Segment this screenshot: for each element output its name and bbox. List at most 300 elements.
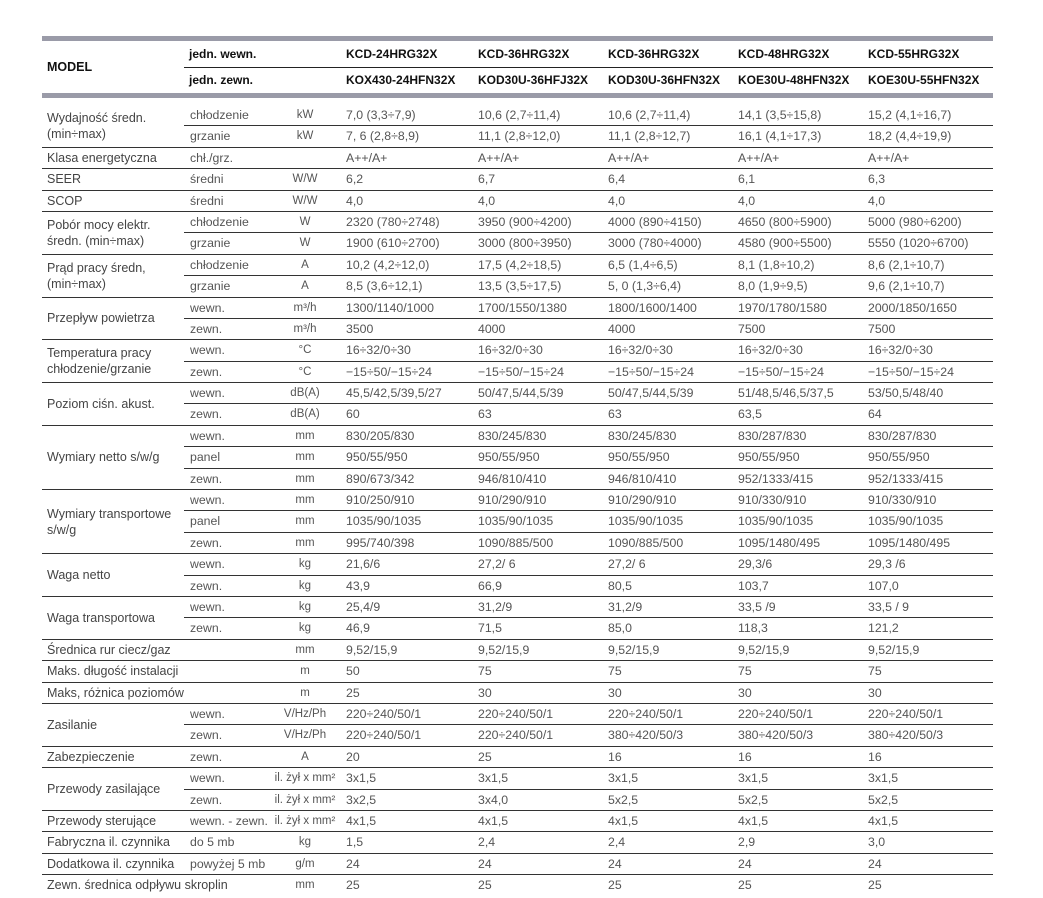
value-cell: 25 xyxy=(346,685,360,700)
value-cell: 4x1,5 xyxy=(346,813,377,828)
indoor-model: KCD-24HRG32X xyxy=(346,47,438,61)
value-cell: 952/1333/415 xyxy=(868,471,944,486)
indoor-models-row xyxy=(184,41,993,68)
table-row xyxy=(42,640,993,660)
value-cell: 27,2/ 6 xyxy=(608,557,646,572)
value-cell: −15÷50/−15÷24 xyxy=(868,364,954,379)
spec-group xyxy=(42,832,993,853)
value-cell: 220÷240/50/1 xyxy=(868,706,944,721)
unit-label: °C xyxy=(298,365,312,378)
value-cell: −15÷50/−15÷24 xyxy=(608,364,694,379)
value-cell: 63 xyxy=(478,407,492,422)
spec-label: Wydajność średn. (min÷max) xyxy=(47,110,147,141)
sub-label: panel xyxy=(190,450,221,465)
spec-group xyxy=(42,426,993,490)
value-cell: 5x2,5 xyxy=(868,792,899,807)
sub-label: zewn. xyxy=(190,321,223,336)
spec-label: Przepływ powietrza xyxy=(47,311,155,326)
value-cell: 3x4,0 xyxy=(478,792,509,807)
value-cell: A++/A+ xyxy=(478,150,520,165)
value-cell: A++/A+ xyxy=(738,150,780,165)
value-cell: 9,6 (2,1÷10,7) xyxy=(868,279,945,294)
value-cell: 950/55/950 xyxy=(868,450,930,465)
value-cell: 75 xyxy=(738,664,752,679)
value-cell: 3x1,5 xyxy=(608,771,639,786)
spec-label: Wymiary transportowe s/w/g xyxy=(47,506,172,537)
spec-group xyxy=(42,212,993,255)
value-cell: 29,3 /6 xyxy=(868,557,906,572)
unit-label: kW xyxy=(296,130,314,143)
value-cell: 4x1,5 xyxy=(738,813,769,828)
value-cell: 7500 xyxy=(868,321,896,336)
value-cell: 830/245/830 xyxy=(608,428,677,443)
value-cell: 20 xyxy=(346,749,360,764)
unit-label: W/W xyxy=(292,173,318,186)
value-cell: 11,1 (2,8÷12,0) xyxy=(478,129,561,144)
value-cell: 30 xyxy=(738,685,752,700)
table-row xyxy=(42,298,993,318)
value-cell: 1090/885/500 xyxy=(478,535,554,550)
value-cell: 6,7 xyxy=(478,172,496,187)
value-cell: 27,2/ 6 xyxy=(478,557,516,572)
value-cell: 3x1,5 xyxy=(868,771,899,786)
spec-label: SEER xyxy=(47,172,82,187)
value-cell: 946/810/410 xyxy=(608,471,677,486)
table-row xyxy=(184,361,993,382)
value-cell: 1700/1550/1380 xyxy=(478,300,567,315)
value-cell: 25 xyxy=(478,749,492,764)
unit-label: kg xyxy=(298,836,312,849)
value-cell: 4,0 xyxy=(738,193,756,208)
value-cell: 46,9 xyxy=(346,621,370,636)
value-cell: 2,9 xyxy=(738,835,756,850)
header-bottom-bar xyxy=(42,93,993,98)
sub-label: średni xyxy=(190,193,224,208)
value-cell: 31,2/9 xyxy=(608,599,643,614)
spec-group xyxy=(42,298,993,341)
spec-group xyxy=(42,490,993,554)
value-cell: 16 xyxy=(868,749,882,764)
value-cell: −15÷50/−15÷24 xyxy=(738,364,824,379)
spec-label: Klasa energetyczna xyxy=(47,150,157,165)
value-cell: 18,2 (4,4÷19,9) xyxy=(868,129,952,144)
outdoor-model: KOE30U-55HFN32X xyxy=(868,73,980,87)
value-cell: 4,0 xyxy=(478,193,496,208)
spec-label: Prąd pracy średn, (min÷max) xyxy=(47,260,146,291)
value-cell: 830/245/830 xyxy=(478,428,547,443)
sub-label: wewn. xyxy=(190,428,225,443)
value-cell: 24 xyxy=(608,856,622,871)
value-cell: 50/47,5/44,5/39 xyxy=(608,386,694,401)
unit-label: il. żył x mm² xyxy=(274,772,336,785)
spec-label: Maks. długość instalacji xyxy=(47,664,179,679)
spec-group xyxy=(42,597,993,640)
unit-label: mm xyxy=(295,536,315,549)
spec-label: Zabezpieczenie xyxy=(47,749,135,764)
value-cell: 13,5 (3,5÷17,5) xyxy=(478,279,562,294)
spec-group xyxy=(42,704,993,747)
sub-label: wewn. xyxy=(190,557,225,572)
sub-label: zewn. xyxy=(190,749,223,764)
unit-label: kW xyxy=(296,109,314,121)
table-header xyxy=(42,41,993,93)
spec-group xyxy=(42,148,993,169)
value-cell: 30 xyxy=(608,685,622,700)
value-cell: 16 xyxy=(738,749,752,764)
value-cell: 53/50,5/48/40 xyxy=(868,386,944,401)
value-cell: 380÷420/50/3 xyxy=(738,728,814,743)
value-cell: 890/673/342 xyxy=(346,471,415,486)
value-cell: 910/330/910 xyxy=(868,493,937,508)
value-cell: 25 xyxy=(608,878,622,893)
outdoor-model: KOX430-24HFN32X xyxy=(346,73,456,87)
indoor-model: KCD-36HRG32X xyxy=(478,47,570,61)
value-cell: 4,0 xyxy=(608,193,626,208)
value-cell: 29,3/6 xyxy=(738,557,773,572)
value-cell: 1,5 xyxy=(346,835,364,850)
value-cell: 85,0 xyxy=(608,621,632,636)
value-cell: 103,7 xyxy=(738,578,769,593)
value-cell: 16÷32/0÷30 xyxy=(868,343,933,358)
value-cell: 4,0 xyxy=(868,193,886,208)
value-cell: 14,1 (3,5÷15,8) xyxy=(738,108,822,122)
value-cell: 910/290/910 xyxy=(478,493,547,508)
value-cell: 6,4 xyxy=(608,172,626,187)
table-row xyxy=(42,554,993,574)
value-cell: 9,52/15,9 xyxy=(738,642,790,657)
value-cell: 4x1,5 xyxy=(608,813,639,828)
outdoor-model: KOD30U-36HFN32X xyxy=(608,73,721,87)
value-cell: 30 xyxy=(478,685,492,700)
spec-label: Temperatura pracy chłodzenie/grzanie xyxy=(47,346,152,377)
value-cell: 2320 (780÷2748) xyxy=(346,214,440,229)
sub-label: chłodzenie xyxy=(190,214,249,229)
unit-label: W xyxy=(299,237,311,250)
value-cell: 380÷420/50/3 xyxy=(868,728,944,743)
value-cell: 16÷32/0÷30 xyxy=(738,343,803,358)
value-cell: 946/810/410 xyxy=(478,471,547,486)
value-cell: 51/48,5/46,5/37,5 xyxy=(738,386,834,401)
value-cell: 66,9 xyxy=(478,578,502,593)
spec-label: Wymiary netto s/w/g xyxy=(47,450,160,465)
table-row xyxy=(42,191,993,211)
value-cell: 6,5 (1,4÷6,5) xyxy=(608,257,678,272)
spec-group xyxy=(42,811,993,832)
sub-label: do 5 mb xyxy=(190,835,235,850)
outdoor-models-row xyxy=(184,67,993,93)
value-cell: 50/47,5/44,5/39 xyxy=(478,386,564,401)
value-cell: 910/290/910 xyxy=(608,493,677,508)
spec-label: Maks, różnica poziomów xyxy=(47,685,184,700)
unit-label: m xyxy=(300,686,310,699)
value-cell: 1035/90/1035 xyxy=(478,514,554,529)
value-cell: 75 xyxy=(608,664,622,679)
table-row xyxy=(42,212,993,232)
sub-label: wewn. - zewn. xyxy=(190,813,268,828)
value-cell: 1095/1480/495 xyxy=(738,535,821,550)
spec-group xyxy=(42,255,993,298)
value-cell: 8,6 (2,1÷10,7) xyxy=(868,257,945,272)
table-row xyxy=(184,468,993,489)
unit-label: A xyxy=(301,280,309,293)
unit-label: mm xyxy=(295,472,315,485)
unit-label: m xyxy=(300,665,310,678)
value-cell: 16÷32/0÷30 xyxy=(478,343,543,358)
value-cell: 8,5 (3,6÷12,1) xyxy=(346,279,423,294)
sub-label: wewn. xyxy=(190,343,225,358)
value-cell: 5x2,5 xyxy=(738,792,769,807)
value-cell: 910/330/910 xyxy=(738,493,807,508)
unit-label: mm xyxy=(295,429,315,442)
unit-label: W/W xyxy=(292,194,318,207)
sub-label: grzanie xyxy=(190,279,231,294)
value-cell: 17,5 (4,2÷18,5) xyxy=(478,257,562,272)
spec-group xyxy=(42,875,993,895)
table-row xyxy=(42,490,993,510)
spec-group xyxy=(42,640,993,661)
table-row xyxy=(184,789,993,810)
unit-label: mm xyxy=(295,451,315,464)
spec-label: Zewn. średnica odpływu skroplin xyxy=(47,878,228,893)
value-cell: 31,2/9 xyxy=(478,599,513,614)
table-row xyxy=(42,811,993,831)
value-cell: 5x2,5 xyxy=(608,792,639,807)
value-cell: 16÷32/0÷30 xyxy=(346,343,411,358)
value-cell: 3,0 xyxy=(868,835,886,850)
value-cell: 118,3 xyxy=(738,621,768,636)
value-cell: 21,6/6 xyxy=(346,557,381,572)
table-row xyxy=(42,597,993,617)
unit-label: mm xyxy=(295,879,315,892)
value-cell: 1035/90/1035 xyxy=(738,514,814,529)
value-cell: 3000 (800÷3950) xyxy=(478,236,572,251)
sub-label: panel xyxy=(190,514,221,529)
table-row xyxy=(184,575,993,596)
table-row xyxy=(42,768,993,788)
table-row xyxy=(42,747,993,767)
value-cell: 1900 (610÷2700) xyxy=(346,236,440,251)
value-cell: 1800/1600/1400 xyxy=(608,300,697,315)
indoor-label: jedn. wewn. xyxy=(189,47,257,61)
table-row xyxy=(42,169,993,189)
value-cell: 995/740/398 xyxy=(346,535,415,550)
value-cell: 24 xyxy=(346,856,360,871)
spec-label: Poziom ciśn. akust. xyxy=(47,396,155,411)
table-row xyxy=(184,617,993,638)
value-cell: 71,5 xyxy=(478,621,502,636)
value-cell: 15,2 (4,1÷16,7) xyxy=(868,108,952,122)
sub-label: grzanie xyxy=(190,236,231,251)
value-cell: 3x1,5 xyxy=(478,771,509,786)
value-cell: 952/1333/415 xyxy=(738,471,814,486)
unit-label: dB(A) xyxy=(290,408,320,421)
spec-group xyxy=(42,554,993,597)
table-row xyxy=(184,724,993,745)
unit-label: g/m xyxy=(295,857,315,870)
value-cell: 9,52/15,9 xyxy=(868,642,920,657)
value-cell: 4x1,5 xyxy=(868,813,899,828)
unit-label: kg xyxy=(298,600,312,613)
value-cell: 950/55/950 xyxy=(346,450,408,465)
unit-label: kg xyxy=(298,558,312,571)
value-cell: 5, 0 (1,3÷6,4) xyxy=(608,279,682,294)
value-cell: 4580 (900÷5500) xyxy=(738,236,832,251)
table-row xyxy=(184,532,993,553)
value-cell: 220÷240/50/1 xyxy=(346,728,422,743)
table-row xyxy=(42,426,993,446)
value-cell: 1035/90/1035 xyxy=(346,514,422,529)
value-cell: 3x1,5 xyxy=(346,771,377,786)
value-cell: 33,5 / 9 xyxy=(868,599,910,614)
table-row xyxy=(42,661,993,681)
value-cell: 75 xyxy=(868,664,882,679)
value-cell: 830/205/830 xyxy=(346,428,415,443)
value-cell: 5550 (1020÷6700) xyxy=(868,236,969,251)
value-cell: 1970/1780/1580 xyxy=(738,300,827,315)
spec-group xyxy=(42,340,993,383)
value-cell: 2,4 xyxy=(478,835,496,850)
table-row xyxy=(184,318,993,339)
value-cell: 45,5/42,5/39,5/27 xyxy=(346,386,442,401)
value-cell: −15÷50/−15÷24 xyxy=(478,364,564,379)
value-cell: 25 xyxy=(738,878,752,893)
table-row xyxy=(42,704,993,724)
unit-label: A xyxy=(301,258,309,271)
spec-table xyxy=(42,36,993,895)
unit-label: A xyxy=(301,750,309,763)
sub-label: średni xyxy=(190,172,224,187)
value-cell: 25 xyxy=(868,878,882,893)
sub-label: wewn. xyxy=(190,386,225,401)
value-cell: 3950 (900÷4200) xyxy=(478,214,572,229)
value-cell: 25 xyxy=(478,878,492,893)
sub-label: zewn. xyxy=(190,792,223,807)
sub-label: wewn. xyxy=(190,706,225,721)
unit-label: m³/h xyxy=(293,301,317,314)
table-body xyxy=(42,105,993,895)
value-cell: 220÷240/50/1 xyxy=(478,706,554,721)
value-cell: 6,2 xyxy=(346,172,364,187)
indoor-model: KCD-36HRG32X xyxy=(608,47,700,61)
model-label: MODEL xyxy=(47,60,93,74)
value-cell: A++/A+ xyxy=(608,150,650,165)
sub-label: zewn. xyxy=(190,535,223,550)
value-cell: 1095/1480/495 xyxy=(868,535,951,550)
value-cell: 950/55/950 xyxy=(478,450,540,465)
spec-group xyxy=(42,191,993,212)
value-cell: 3x2,5 xyxy=(346,792,377,807)
sub-label: wewn. xyxy=(190,300,225,315)
indoor-model: KCD-48HRG32X xyxy=(738,47,830,61)
table-row xyxy=(42,683,993,703)
unit-label: mm xyxy=(295,515,315,528)
unit-label: V/Hz/Ph xyxy=(283,729,327,742)
sub-label: chłodzenie xyxy=(190,108,249,122)
spec-label: Fabryczna il. czynnika xyxy=(47,835,170,850)
value-cell: 3500 xyxy=(346,321,374,336)
value-cell: 64 xyxy=(868,407,882,422)
value-cell: 220÷240/50/1 xyxy=(738,706,814,721)
value-cell: 830/287/830 xyxy=(738,428,807,443)
spec-group xyxy=(42,105,993,148)
spec-label: Waga netto xyxy=(47,568,111,583)
value-cell: 50 xyxy=(346,664,360,679)
sub-label: chłodzenie xyxy=(190,257,249,272)
table-row xyxy=(42,340,993,360)
value-cell: 10,6 (2,7÷11,4) xyxy=(608,108,691,122)
sub-label: wewn. xyxy=(190,771,225,786)
spec-label: SCOP xyxy=(47,193,83,208)
indoor-model: KCD-55HRG32X xyxy=(868,47,960,61)
unit-label: W xyxy=(299,215,311,228)
value-cell: 30 xyxy=(868,685,882,700)
value-cell: 9,52/15,9 xyxy=(478,642,530,657)
value-cell: 25,4/9 xyxy=(346,599,381,614)
value-cell: 220÷240/50/1 xyxy=(478,728,554,743)
value-cell: 2,4 xyxy=(608,835,626,850)
spec-label: Przewody zasilające xyxy=(47,782,161,796)
spec-group xyxy=(42,854,993,875)
value-cell: 1300/1140/1000 xyxy=(346,300,434,315)
value-cell: 2000/1850/1650 xyxy=(868,300,957,315)
table-row xyxy=(184,446,993,467)
value-cell: 10,6 (2,7÷11,4) xyxy=(478,108,561,122)
table-row xyxy=(42,832,993,852)
value-cell: 16,1 (4,1÷17,3) xyxy=(738,129,822,144)
value-cell: 8,1 (1,8÷10,2) xyxy=(738,257,815,272)
spec-label: Średnica rur ciecz/gaz xyxy=(47,642,171,657)
unit-label: m³/h xyxy=(293,322,317,335)
unit-label: il. żył x mm² xyxy=(274,814,336,827)
value-cell: 950/55/950 xyxy=(608,450,670,465)
value-cell: A++/A+ xyxy=(346,150,388,165)
table-row xyxy=(184,275,993,296)
value-cell: 75 xyxy=(478,664,492,679)
value-cell: 4000 xyxy=(478,321,506,336)
table-row xyxy=(184,125,993,146)
value-cell: 4,0 xyxy=(346,193,364,208)
table-row xyxy=(42,105,993,125)
value-cell: 9,52/15,9 xyxy=(346,642,398,657)
sub-label: powyżej 5 mb xyxy=(190,856,266,871)
value-cell: 7, 6 (2,8÷8,9) xyxy=(346,129,420,144)
table-row xyxy=(184,510,993,531)
value-cell: 16÷32/0÷30 xyxy=(608,343,673,358)
value-cell: 11,1 (2,8÷12,7) xyxy=(608,129,691,144)
value-cell: 107,0 xyxy=(868,578,899,593)
table-row xyxy=(42,255,993,275)
spec-label: Pobór mocy elektr. średn. (min÷max) xyxy=(47,217,151,248)
value-cell: 380÷420/50/3 xyxy=(608,728,684,743)
table-row xyxy=(184,232,993,253)
value-cell: 4650 (800÷5900) xyxy=(738,214,832,229)
value-cell: 60 xyxy=(346,407,360,422)
table-row xyxy=(42,875,993,895)
value-cell: 24 xyxy=(478,856,492,871)
value-cell: 1090/885/500 xyxy=(608,535,684,550)
spec-group xyxy=(42,768,993,811)
table-row xyxy=(42,854,993,874)
value-cell: 16 xyxy=(608,749,622,764)
spec-group xyxy=(42,661,993,682)
sub-label: zewn. xyxy=(190,728,223,743)
spec-label: Waga transportowa xyxy=(47,610,155,625)
sub-label: wewn. xyxy=(190,493,225,508)
value-cell: 24 xyxy=(738,856,752,871)
outdoor-label: jedn. zewn. xyxy=(189,73,254,87)
sub-label: wewn. xyxy=(190,599,225,614)
unit-label: kg xyxy=(298,622,312,635)
